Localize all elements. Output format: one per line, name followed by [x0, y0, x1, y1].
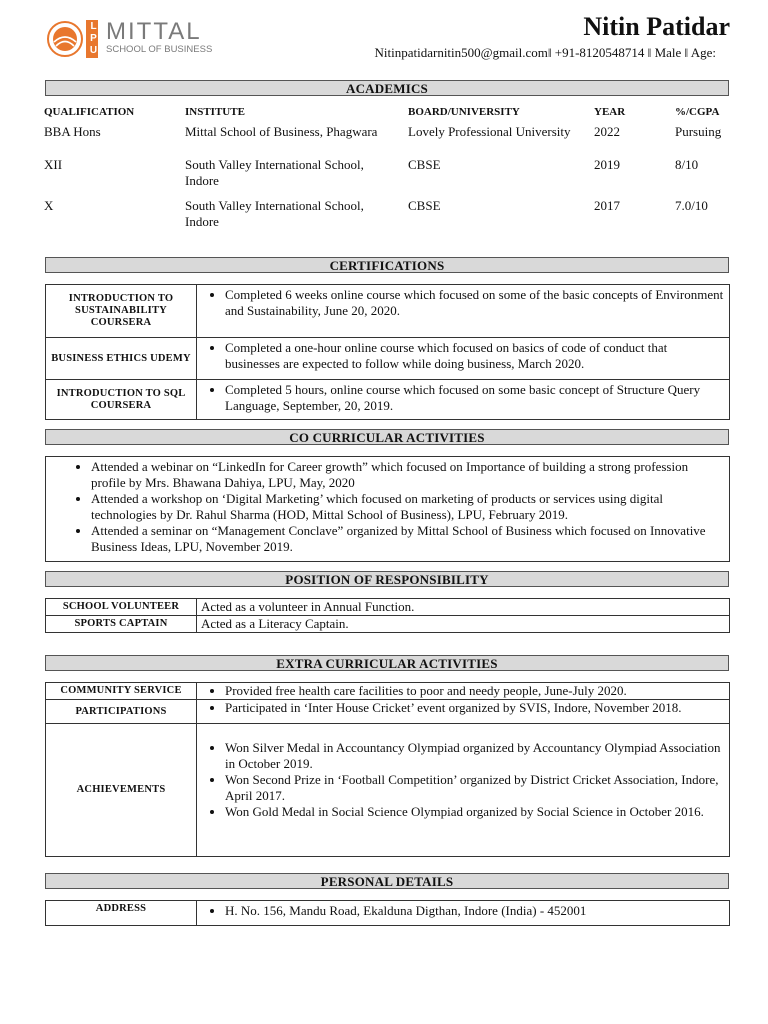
list-item: • Attended a workshop on ‘Digital Marketing’ which focused on marketing of products or services using digital technologies by Dr. Rahul Sharma (HOD, Mittal School of Business), LPU, February 2019.	[91, 491, 721, 523]
academics-row-1-qualification: BBA Hons	[44, 124, 101, 139]
logo-title: MITTAL	[106, 18, 202, 45]
academics-col-institute: INSTITUTE	[185, 106, 245, 118]
resp-1-text: Acted as a volunteer in Annual Function.	[197, 599, 730, 616]
table-row	[46, 683, 730, 700]
cert-2-label: BUSINESS ETHICS UDEMY	[46, 338, 197, 380]
logo-subtitle: SCHOOL OF BUSINESS	[106, 44, 213, 55]
logo-letter-u: U	[89, 45, 98, 56]
table-row	[46, 599, 730, 616]
resp-2-label: SPORTS CAPTAIN	[46, 616, 197, 633]
table-row	[46, 380, 730, 420]
academics-row-3-cgpa: 7.0/10	[675, 198, 708, 213]
co-curricular-heading: CO CURRICULAR ACTIVITIES	[45, 429, 729, 445]
academics-row-2-institute: South Valley International School, Indore	[185, 157, 364, 188]
certifications-table	[45, 284, 730, 420]
personal-table	[45, 900, 730, 926]
resp-2-text: Acted as a Literacy Captain.	[197, 616, 730, 633]
academics-row-1-institute: Mittal School of Business, Phagwara	[185, 124, 378, 139]
logo-letter-p: P	[90, 33, 97, 44]
participation-text: • Participated in ‘Inter House Cricket’ event organized by SVIS, Indore, November 2018.	[225, 700, 725, 716]
responsibility-heading: POSITION OF RESPONSIBILITY	[45, 571, 729, 587]
academics-row-3-year: 2017	[594, 198, 620, 213]
cert-3-label: INTRODUCTION TO SQL COURSERA	[46, 380, 197, 420]
resp-1-label: SCHOOL VOLUNTEER	[46, 599, 197, 616]
list-item: • Won Second Prize in ‘Football Competition’ organized by District Cricket Association, Indore, April 2017.	[225, 772, 725, 804]
academics-col-cgpa: %/CGPA	[675, 106, 720, 118]
personal-heading: PERSONAL DETAILS	[45, 873, 729, 889]
academics-row-2-year: 2019	[594, 157, 620, 172]
academics-row-1-board: Lovely Professional University	[408, 124, 571, 139]
academics-row-2-cgpa: 8/10	[675, 157, 699, 172]
academics-row-3-institute: South Valley International School, Indore	[185, 198, 364, 229]
extra-curricular-table	[45, 682, 730, 857]
community-text: • Provided free health care facilities to poor and needy people, June-July 2020.	[225, 683, 725, 699]
candidate-name: Nitin Patidar	[583, 12, 730, 41]
academics-row-1-year: 2022	[594, 124, 620, 139]
list-item: • Attended a seminar on “Management Conclave” organized by Mittal School of Business which focused on Innovative Business Ideas, LPU, November 2019.	[91, 523, 721, 555]
list-item: • Won Silver Medal in Accountancy Olympiad organized by Accountancy Olympiad Association in October 2019.	[225, 740, 725, 772]
table-row	[46, 338, 730, 380]
list-item: • Attended a webinar on “LinkedIn for Career growth” which focused on Importance of building a strong profession profile by Mrs. Bhawana Dahiya, LPU, May, 2020	[91, 459, 721, 491]
contact-line: Nitinpatidarnitin500@gmail.com‖ +91-8120548714 ‖ Male ‖ Age:	[374, 45, 716, 60]
school-logo	[44, 18, 224, 60]
academics-row-2-qualification: XII	[44, 157, 63, 172]
community-label: COMMUNITY SERVICE	[46, 683, 197, 700]
address-text: • H. No. 156, Mandu Road, Ekalduna Digthan, Indore (India) - 452001	[225, 903, 725, 919]
academics-heading: ACADEMICS	[45, 80, 729, 96]
academics-col-year: YEAR	[594, 106, 626, 118]
academics-col-board: BOARD/UNIVERSITY	[408, 106, 520, 118]
participation-label: PARTICIPATIONS	[46, 700, 197, 724]
cert-1-text: • Completed 6 weeks online course which focused on some of the basic concepts of Environment and Sustainability, June 20, 2020.	[225, 287, 725, 319]
address-label: ADDRESS	[46, 901, 197, 926]
academics-row-2-board: CBSE	[408, 157, 441, 172]
academics-row-3-board: CBSE	[408, 198, 441, 213]
table-row	[46, 616, 730, 633]
academics-col-qualification: QUALIFICATION	[44, 106, 135, 118]
cert-3-text: • Completed 5 hours, online course which focused on some basic concept of Structure Query Language, September, 20, 2019.	[225, 382, 725, 414]
table-row	[46, 724, 730, 857]
academics-row-3-qualification: X	[44, 198, 54, 213]
cert-1-label: INTRODUCTION TO SUSTAINABILITY COURSERA	[46, 285, 197, 338]
table-row	[46, 285, 730, 338]
list-item: • Won Gold Medal in Social Science Olympiad organized by Social Science in October 2016.	[225, 804, 725, 820]
academics-row-1-cgpa: Pursuing	[675, 124, 722, 139]
certifications-heading: CERTIFICATIONS	[45, 257, 729, 273]
achievements-label: ACHIEVEMENTS	[46, 724, 197, 857]
logo-letter-l: L	[90, 21, 97, 32]
cert-2-text: • Completed a one-hour online course which focused on basics of code of conduct that businesses are expected to follow while doing business, March 2020.	[225, 340, 725, 372]
table-row	[46, 901, 730, 926]
table-row	[46, 700, 730, 724]
responsibility-table	[45, 598, 730, 633]
extra-curricular-heading: EXTRA CURRICULAR ACTIVITIES	[45, 655, 729, 671]
co-curricular-box	[45, 456, 730, 562]
